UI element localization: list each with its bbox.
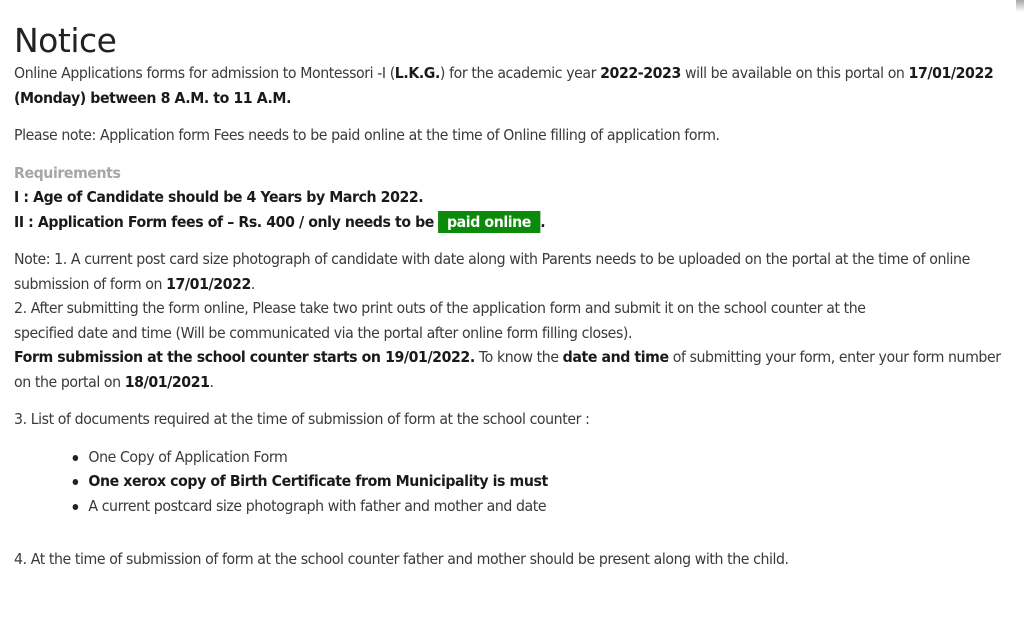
date-and-time: date and time <box>562 348 669 366</box>
punctuation: . <box>209 372 214 391</box>
list-item: One xerox copy of Birth Certificate from Municipality is must <box>88 469 1024 494</box>
intro-text: Online Applications forms for admission to Montessori -I ( <box>14 64 395 82</box>
intro-paragraph <box>14 61 1014 110</box>
note-4: 4. At the time of submission of form at the school counter father and mother should be present along with the child. <box>14 550 789 568</box>
punctuation: . <box>250 274 255 293</box>
intro-text: will be available on this portal on <box>680 64 909 82</box>
note-3: 3. List of documents required at the time of submission of form at the school counter : <box>14 410 590 428</box>
requirement-age: I : Age of Candidate should be 4 Years by March 2022. <box>14 188 424 206</box>
counter-text: of submitting your form, enter your form number on the portal on <box>14 348 1001 391</box>
counter-text: To know the <box>474 348 563 366</box>
academic-year: 2022-2023 <box>600 64 681 82</box>
counter-start: Form submission at the school counter starts on 19/01/2022. <box>14 348 475 366</box>
requirement-fees <box>14 210 1014 235</box>
list-item: A current postcard size photograph with father and mother and date <box>88 494 1024 519</box>
list-item: One Copy of Application Form <box>88 445 1024 470</box>
note-1-text: Note: 1. A current post card size photograph of candidate with date along with Parents needs to be uploaded on the portal at the time of online submission of form on <box>14 250 970 293</box>
scroll-shadow <box>1016 0 1024 12</box>
requirements-heading: Requirements <box>14 163 121 182</box>
punctuation: . <box>540 212 546 231</box>
note-2 <box>14 296 1014 345</box>
paid-online-badge: paid online <box>438 211 541 233</box>
requirement-fees-text: II : Application Form fees of – Rs. 400 / only needs to be <box>14 212 434 231</box>
notice-content <box>14 0 1014 572</box>
fees-note: Please note: Application form Fees needs to be paid online at the time of Online filling of application form. <box>14 126 720 144</box>
availability-date: 17/01/2022 (Monday) between 8 A.M. to 11 A.M. <box>14 64 994 107</box>
class-name: L.K.G. <box>394 64 440 82</box>
page-title: Notice <box>14 21 117 60</box>
note-2-line-1: 2. After submitting the form online, Please take two print outs of the application form and submit it on the school counter at the <box>14 299 866 317</box>
portal-date: 18/01/2021 <box>124 372 210 391</box>
documents-list <box>14 445 1024 519</box>
note-1-date: 17/01/2022 <box>166 274 251 293</box>
counter-info <box>14 345 1014 394</box>
intro-text: ) for the academic year <box>439 64 601 82</box>
note-1 <box>14 247 1014 296</box>
note-2-line-2: specified date and time (Will be communicated via the portal after online form filling closes). <box>14 323 633 342</box>
